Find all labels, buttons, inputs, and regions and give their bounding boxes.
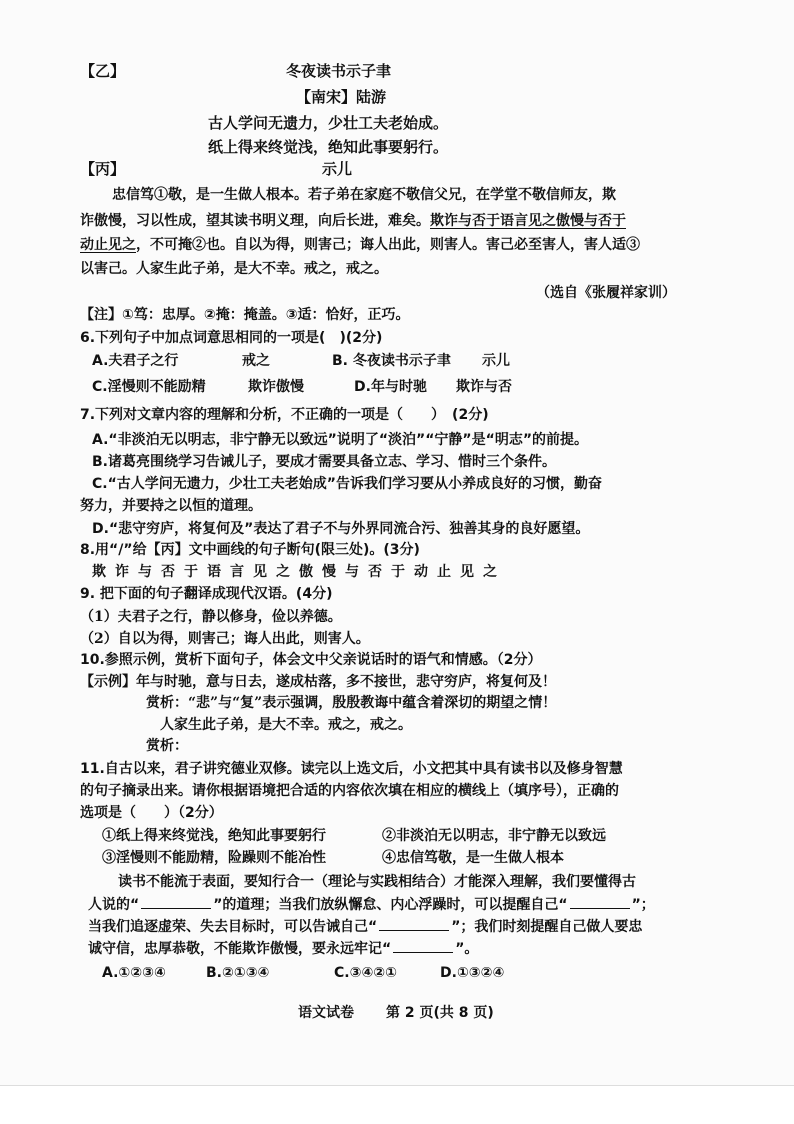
q11-text: 人说的“ [88, 897, 140, 913]
q6-option-b-second: 示儿 [482, 353, 510, 369]
q11-text-line-4 [88, 940, 478, 958]
q11-text: ”的道理；当我们放纵懈怠、内心浮躁时，可以提醒自己“ [213, 897, 568, 913]
q11-blank-4[interactable] [393, 940, 453, 953]
q10-analysis-label: 赏析： [146, 738, 188, 754]
underlined-sentence-part-1: 欺诈与否于语言见之傲慢与否于 [430, 213, 626, 229]
underlined-sentence-part-2: 动止见之 [80, 237, 136, 253]
q11-text: 当我们追逐虚荣、失去目标时，可以告诫自己“ [88, 919, 378, 935]
q6-option-b: B. 冬夜读书示子聿 [332, 353, 451, 369]
q11-blank-3[interactable] [379, 918, 449, 931]
passage-notes: 【注】①笃：忠厚。②掩：掩盖。③适：恰好，正巧。 [80, 307, 410, 323]
q10-example [80, 673, 556, 691]
q11-choice-c[interactable]: C.③④②① [334, 965, 398, 981]
q9-sentence-2: （2）自以为得，则害己；诲人出此，则害人。 [80, 631, 370, 647]
q6-option-d-second: 欺诈与否 [456, 379, 512, 395]
q6-option-c: C.淫慢则不能励精 [92, 379, 206, 395]
q9-sentence-1: （1）夫君子之行，静以修身，俭以养德。 [80, 609, 342, 625]
q6-option-a: A.夫君子之行 [92, 353, 179, 369]
poem-line-1: 古人学问无遗力，少壮工夫老始成。 [208, 114, 449, 132]
q7-option-c-cont: 努力，并要持之以恒的道理。 [80, 498, 262, 514]
q10-stem: 10.参照示例，赏析下面句子，体会文中父亲说话时的语气和情感。（2分） [80, 652, 542, 668]
passage-c-text: 诈傲慢，习以性成，望其读书明义理，向后长进，难矣。 [80, 213, 430, 229]
footer-subject: 语文试卷 [298, 1005, 354, 1021]
passage-c-line-4: 以害己。人家生此子弟，是大不幸。戒之，戒之。 [80, 261, 388, 277]
q8-sentence: 欺诈与否于语言见之傲慢与否于动止见之 [92, 564, 506, 580]
poem-author: 【南宋】陆游 [296, 88, 387, 106]
q11-text: ”； [631, 897, 655, 913]
q6-option-a-second: 戒之 [242, 353, 270, 369]
q11-stem-line-3: 选项是（ ）（2分） [80, 805, 223, 821]
q11-option-2: ②非淡泊无以明志，非宁静无以致远 [382, 828, 606, 844]
passage-c-line-2 [80, 212, 626, 230]
q11-stem-line-1: 11.自古以来，君子讲究德业双修。读完以上选文后，小文把其中具有读书以及修身智慧 [80, 761, 623, 777]
q11-choice-a[interactable]: A.①②③④ [102, 965, 166, 981]
poem-line-2: 纸上得来终觉浅，绝知此事要躬行。 [208, 138, 449, 156]
passage-c-text: ，不可掩②也。自以为得，则害己；诲人出此，则害人。害己必至害人，害人适③ [136, 237, 640, 253]
q6-stem: 6.下列句子中加点词意思相同的一项是( )(2分) [80, 330, 383, 346]
poem-title: 冬夜读书示子聿 [286, 62, 392, 80]
q11-option-4: ④忠信笃敬，是一生做人根本 [382, 850, 564, 866]
passage-c-title: 示儿 [322, 160, 353, 178]
q11-text: 诚守信，忠厚恭敬，不能欺诈傲慢，要永远牢记“ [88, 941, 392, 957]
q11-choice-b[interactable]: B.②①③④ [206, 965, 270, 981]
q10-example-label: 【示例】 [80, 674, 136, 690]
passage-c-line-3 [80, 236, 640, 254]
q10-example-analysis: 赏析：“悲”与“复”表示强调，殷殷教诲中蕴含着深切的期望之情！ [146, 695, 557, 711]
q10-example-text: 年与时驰，意与日去，遂成枯落，多不接世，悲守穷庐，将复何及！ [136, 674, 556, 690]
q11-text-line-1: 读书不能流于表面，要知行合一（理论与实践相结合）才能深入理解，我们要懂得古 [118, 874, 636, 890]
q7-stem: 7.下列对文章内容的理解和分析，不正确的一项是（ ） (2分) [80, 407, 489, 423]
q11-choice-d[interactable]: D.①③②④ [440, 965, 505, 981]
q11-text-line-3 [88, 918, 642, 936]
q11-blank-2[interactable] [570, 896, 630, 909]
q11-blank-1[interactable] [141, 896, 211, 909]
q11-text: ”。 [455, 941, 479, 957]
q7-option-c: C.“古人学问无遗力，少壮工夫老始成”告诉我们学习要从小养成良好的习惯，勤奋 [92, 476, 602, 492]
passage-c-line-1: 忠信笃①敬，是一生做人根本。若子弟在家庭不敬信父兄，在学堂不敬信师友，欺 [112, 187, 616, 203]
q6-option-d: D.年与时驰 [354, 379, 427, 395]
q9-stem: 9. 把下面的句子翻译成现代汉语。(4分) [80, 586, 333, 602]
q6-option-c-second: 欺诈傲慢 [248, 379, 304, 395]
q7-option-b: B.诸葛亮围绕学习告诫儿子，要成才需要具备立志、学习、惜时三个条件。 [92, 454, 556, 470]
q7-option-a: A.“非淡泊无以明志，非宁静无以致远”说明了“淡泊”“宁静”是“明志”的前提。 [92, 432, 589, 448]
q11-stem-line-2: 的句子摘录出来。请你根据语境把合适的内容依次填在相应的横线上（填序号），正确的 [80, 783, 619, 799]
q11-option-3: ③淫慢则不能励精，险躁则不能冶性 [102, 850, 326, 866]
q11-option-1: ①纸上得来终觉浅，绝知此事要躬行 [102, 828, 326, 844]
q10-sentence: 人家生此子弟，是大不幸。戒之，戒之。 [160, 717, 412, 733]
q11-text: ”；我们时刻提醒自己做人要忠 [451, 919, 643, 935]
q7-option-d: D.“悲守穷庐，将复何及”表达了君子不与外界同流合污、独善其身的良好愿望。 [92, 521, 590, 537]
q11-text-line-2 [88, 896, 655, 914]
footer-page-number: 第 2 页(共 8 页) [386, 1005, 494, 1021]
passage-source: （选自《张履祥家训） [536, 285, 676, 301]
page-bottom-margin [0, 1085, 794, 1124]
passage-c-label: 【丙】 [80, 160, 126, 178]
passage-b-label: 【乙】 [80, 62, 126, 80]
q8-stem: 8.用“/”给【丙】文中画线的句子断句(限三处)。(3分) [80, 542, 420, 558]
